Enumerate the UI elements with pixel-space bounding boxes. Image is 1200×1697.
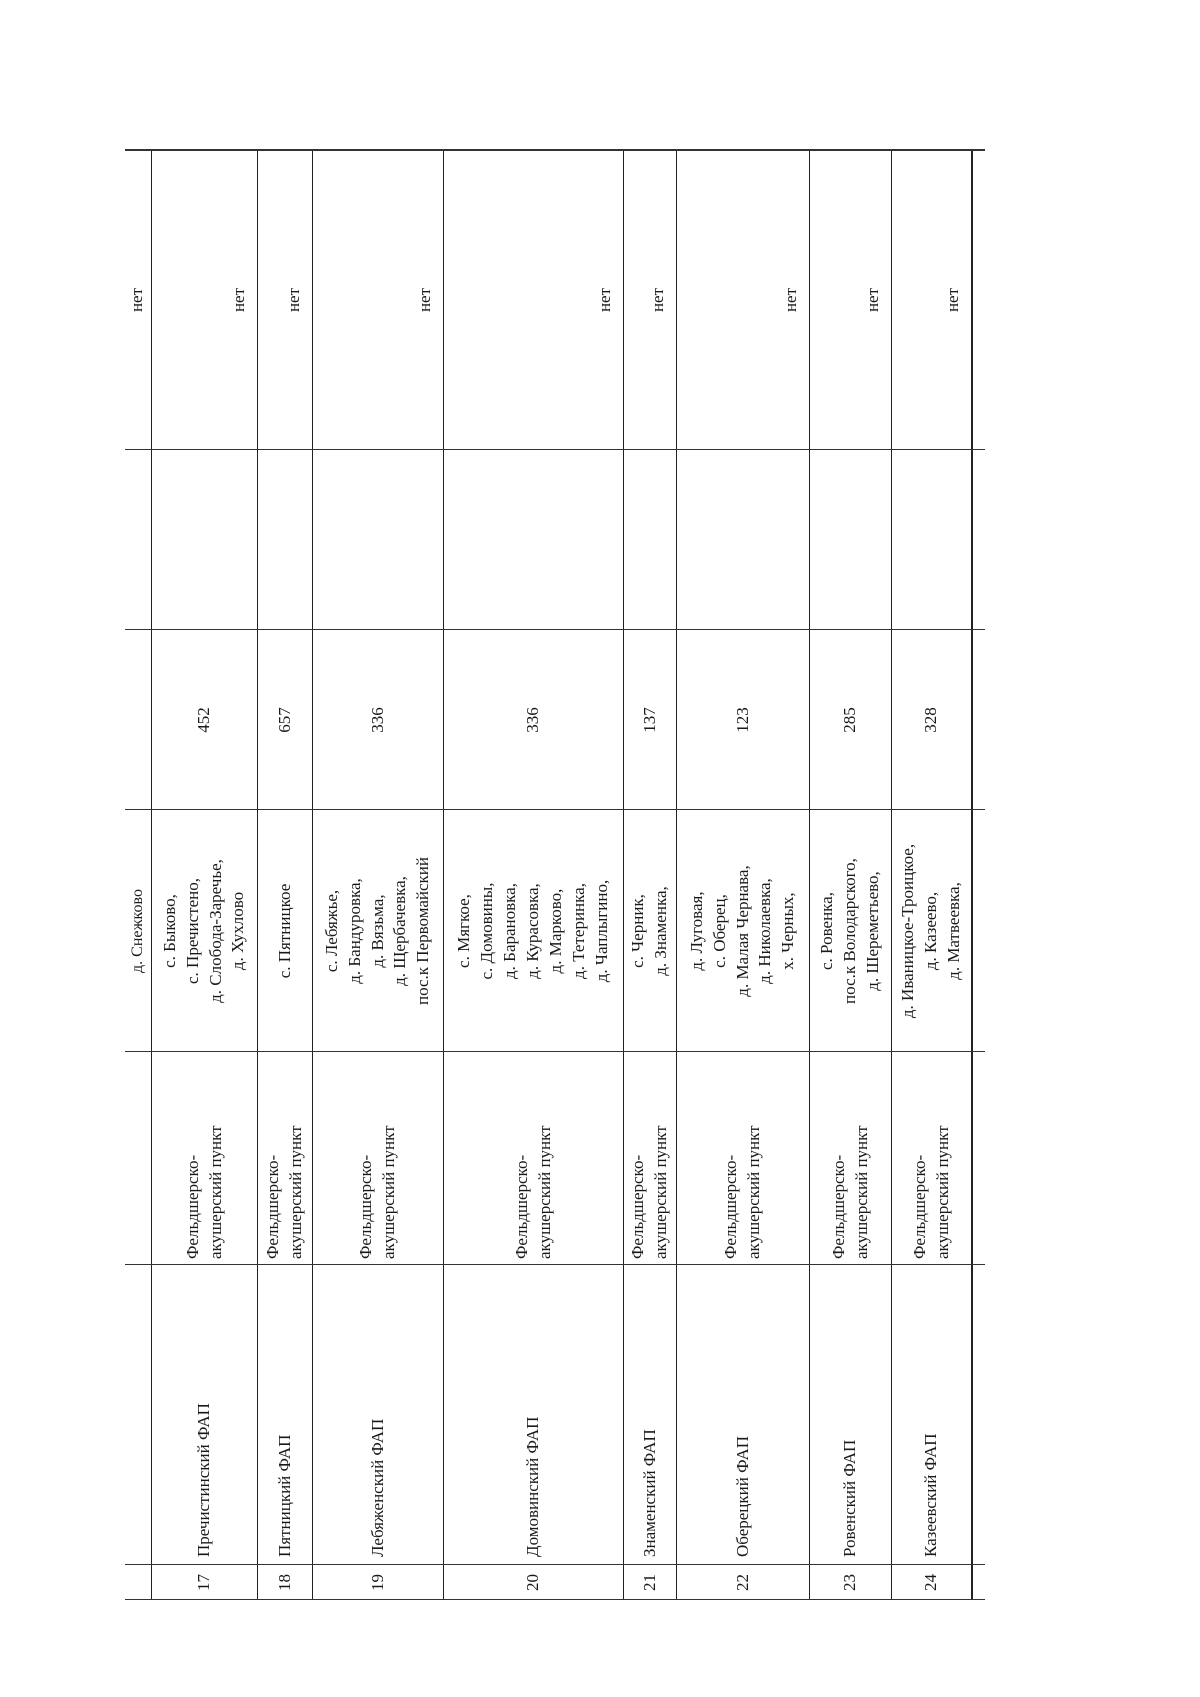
facility-type-line: Фельдшерско- <box>263 1154 283 1259</box>
village-name: д. Слобода-Заречье, <box>205 859 225 1003</box>
facility-type-line: Фельдшерско- <box>511 1154 531 1259</box>
village-name: д. Матвеевка, <box>943 882 963 980</box>
row-number: 23 <box>840 1574 860 1591</box>
row-number: 17 <box>194 1574 214 1591</box>
facility-type-line: акушерский пункт <box>744 1125 763 1259</box>
flag-value: нет <box>863 287 883 313</box>
village-name: с. Пречистено, <box>182 878 202 984</box>
village-name: х. Черных, <box>778 892 798 970</box>
village-name: д. Чаплыгино, <box>591 879 611 983</box>
villages-cell <box>810 810 891 1052</box>
village-name: д. Малая Чернава, <box>732 865 752 997</box>
village-name: д. Тетеринка, <box>568 883 588 979</box>
empty-cell <box>444 450 623 630</box>
population-value: 137 <box>639 707 659 733</box>
facility-type <box>810 1052 891 1265</box>
flag-value: нет <box>595 287 615 313</box>
village-name: д. Луговая, <box>686 891 706 971</box>
facility-type <box>313 1052 443 1265</box>
flag-value: нет <box>943 287 963 313</box>
village-name: с. Оберец, <box>709 894 729 968</box>
village-name: д. Знаменка, <box>651 886 670 976</box>
row-number: 21 <box>639 1574 659 1591</box>
facility-type <box>258 1052 312 1265</box>
village-name: с. Лебяжье, <box>321 889 341 973</box>
village-name: пос.к Володарского, <box>840 858 860 1004</box>
row-number: 20 <box>523 1574 543 1591</box>
village-name: д. Николаевка, <box>755 878 775 984</box>
table-row <box>312 150 443 1600</box>
flag-value: нет <box>415 287 435 313</box>
table-row <box>151 150 257 1600</box>
facility-type-line: акушерский пункт <box>932 1125 952 1259</box>
row-number: 19 <box>367 1574 387 1591</box>
empty-cell <box>892 450 971 630</box>
village-name: д. Курасовка, <box>523 883 543 979</box>
facility-name: Домовинский ФАП <box>523 1416 543 1557</box>
table-row <box>623 150 676 1600</box>
row-number: 24 <box>921 1574 941 1591</box>
facility-type <box>624 1052 676 1265</box>
village-name: д. Снежково <box>129 889 147 973</box>
village-name: д. Хухлово <box>228 891 248 971</box>
empty-cell <box>313 450 443 630</box>
rotated-table <box>125 150 985 1600</box>
facility-type <box>444 1052 623 1265</box>
facility-type-line: акушерский пункт <box>286 1125 305 1259</box>
village-name: с. Ровенка, <box>817 892 837 970</box>
flag-value: нет <box>284 287 304 313</box>
facility-type <box>677 1052 809 1265</box>
row-number: 22 <box>732 1574 752 1591</box>
facility-type-line: Фельдшерско- <box>182 1154 202 1259</box>
population-value: 123 <box>732 707 752 733</box>
population-value: 657 <box>274 707 294 733</box>
facility-type-line: Фельдшерско- <box>721 1154 741 1259</box>
empty-cell <box>624 450 676 630</box>
table-row <box>257 150 312 1600</box>
table-row <box>443 150 623 1600</box>
village-name: с. Быково, <box>159 894 179 968</box>
facility-type-line: акушерский пункт <box>205 1125 225 1259</box>
table-row <box>676 150 809 1600</box>
facility-type-line: акушерский пункт <box>534 1125 554 1259</box>
population-value: 285 <box>840 707 860 733</box>
table-row <box>891 150 973 1600</box>
facility-name: Казеевский ФАП <box>921 1433 941 1557</box>
villages-cell <box>152 810 257 1052</box>
village-name: с. Черник, <box>628 894 648 968</box>
flag-cell <box>125 150 151 450</box>
flag-value: нет <box>127 287 147 313</box>
facility-name: Оберецкий ФАП <box>732 1435 752 1557</box>
empty-cell <box>677 450 809 630</box>
village-name: д. Вязьма, <box>367 894 387 968</box>
facility-name: Знаменский ФАП <box>639 1429 659 1557</box>
village-name: с. Домовины, <box>477 882 497 980</box>
village-name: д. Бандуровка, <box>344 878 364 984</box>
table-row-continuation <box>125 150 151 1600</box>
population-value: 452 <box>194 707 214 733</box>
village-name: пос.к Первомайский <box>413 856 433 1006</box>
row-number: 18 <box>274 1574 294 1591</box>
villages-cell <box>258 810 312 1052</box>
villages-cell <box>892 810 971 1052</box>
village-name: д. Барановка, <box>500 883 520 979</box>
flag-value: нет <box>781 287 801 313</box>
facility-type-line: акушерский пункт <box>379 1125 398 1259</box>
population-value: 336 <box>367 707 387 733</box>
facility-name: Пятницкий ФАП <box>274 1434 294 1557</box>
facility-name: Пречистинский ФАП <box>194 1403 214 1557</box>
facility-type-line: Фельдшерско- <box>828 1154 848 1259</box>
facility-type-line: акушерский пункт <box>851 1125 871 1259</box>
flag-value: нет <box>648 287 668 313</box>
empty-cell <box>152 450 257 630</box>
villages-cell <box>677 810 809 1052</box>
facility-name: Ровенский ФАП <box>840 1439 860 1557</box>
facility-name: Лебяженский ФАП <box>367 1418 387 1557</box>
facility-type-line: Фельдшерско- <box>909 1154 929 1259</box>
village-name: с. Пятницкое <box>274 883 294 979</box>
facility-type <box>152 1052 257 1265</box>
village-cell <box>125 810 151 1052</box>
facility-type-line: Фельдшерско- <box>628 1154 648 1259</box>
village-name: д. Иваницкое-Троицкое, <box>898 843 918 1019</box>
village-name: д. Казеево, <box>921 891 941 971</box>
village-name: д. Шереметьево, <box>862 871 882 991</box>
population-value: 328 <box>921 707 941 733</box>
empty-cell <box>810 450 891 630</box>
facility-type <box>892 1052 971 1265</box>
table-row <box>809 150 891 1600</box>
village-name: с. Мягкое, <box>454 894 474 968</box>
villages-cell <box>313 810 443 1052</box>
village-name: д. Марково, <box>545 888 565 974</box>
villages-cell <box>444 810 623 1052</box>
empty-cell <box>258 450 312 630</box>
facility-type-line: акушерский пункт <box>651 1125 670 1259</box>
facility-type-line: Фельдшерско- <box>356 1154 376 1259</box>
village-name: д. Щербачевка, <box>390 876 410 986</box>
villages-cell <box>624 810 676 1052</box>
population-value: 336 <box>523 707 543 733</box>
flag-value: нет <box>229 287 249 313</box>
